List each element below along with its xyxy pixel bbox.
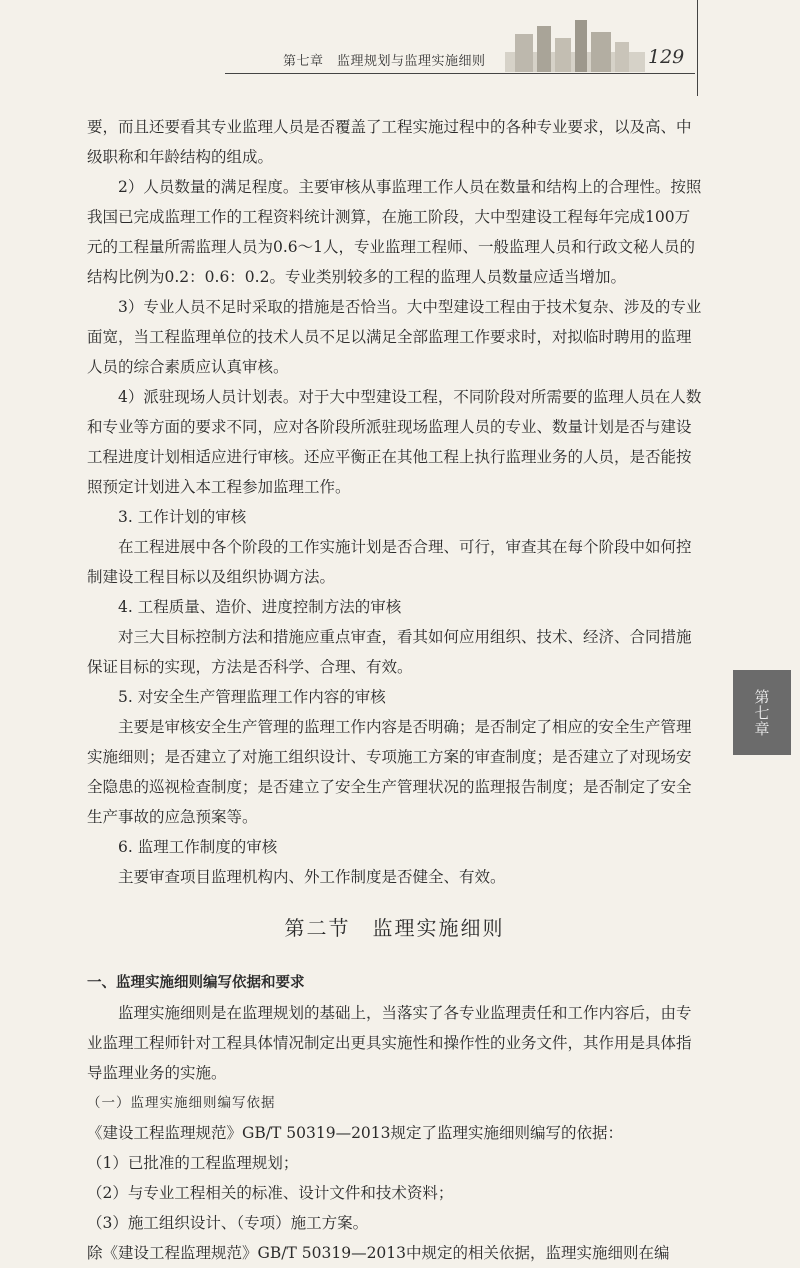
header-rule — [225, 73, 695, 74]
paragraph: 《建设工程监理规范》GB/T 50319—2013规定了监理实施细则编写的依据： — [87, 1124, 624, 1142]
heading-level-2: （一）监理实施细则编写依据 — [87, 1095, 276, 1111]
paragraph: 4）派驻现场人员计划表。对于大中型建设工程，不同阶段对所需要的监理人员在人数和专业等方面的要求不同，应对各阶段所派驻现场监理人员的专业、数量计划是否与建设工程进度计划相适应进行审核。还应平衡正在其他工程上执行监理业务的人员，是否能按照预定计划进入本工程参加监理工作。 — [87, 388, 702, 496]
running-chapter-title: 第七章 监理规划与监理实施细则 — [283, 54, 486, 69]
paragraph: 对三大目标控制方法和措施应重点审查，看其如何应用组织、技术、经济、合同措施保证目标的实现，方法是否科学、合理、有效。 — [87, 628, 692, 676]
heading-level-1: 一、监理实施细则编写依据和要求 — [87, 975, 305, 991]
page-header — [0, 0, 800, 100]
section-heading: 第二节 监理实施细则 — [284, 916, 505, 940]
paragraph: 除《建设工程监理规范》GB/T 50319—2013中规定的相关依据，监理实施细则在编 — [87, 1244, 670, 1262]
paragraph: 2）人员数量的满足程度。主要审核从事监理工作人员在数量和结构上的合理性。按照我国已完成监理工作的工程资料统计测算，在施工阶段，大中型建设工程每年完成100万元的工程量所需监理人员为0.6～1人，专业监理工程师、一般监理人员和行政文秘人员的结构比例为0.2：0.6：0.2。专业类别较多的工程的监理人员数量应适当增加。 — [87, 178, 702, 286]
paragraph: 要，而且还要看其专业监理人员是否覆盖了工程实施过程中的各种专业要求，以及高、中级职称和年龄结构的组成。 — [87, 118, 692, 166]
paragraph: 在工程进展中各个阶段的工作实施计划是否合理、可行，审查其在每个阶段中如何控制建设工程目标以及组织协调方法。 — [87, 538, 692, 586]
page-body — [87, 112, 702, 1268]
header-vertical-rule — [697, 0, 698, 96]
subheading: 4. 工程质量、造价、进度控制方法的审核 — [118, 598, 402, 616]
subheading: 5. 对安全生产管理监理工作内容的审核 — [118, 688, 386, 706]
paragraph: 主要是审核安全生产管理的监理工作内容是否明确；是否制定了相应的安全生产管理实施细则；是否建立了对施工组织设计、专项施工方案的审查制度；是否建立了对现场安全隐患的巡视检查制度；是否建立了安全生产管理状况的监理报告制度；是否制定了安全生产事故的应急预案等。 — [87, 718, 692, 826]
chapter-side-tab-label: 第七章 — [752, 688, 771, 737]
paragraph: 主要审查项目监理机构内、外工作制度是否健全、有效。 — [118, 868, 506, 886]
page-number: 129 — [648, 46, 685, 68]
paragraph: 3）专业人员不足时采取的措施是否恰当。大中型建设工程由于技术复杂、涉及的专业面宽，当工程监理单位的技术人员不足以满足全部监理工作要求时，对拟临时聘用的监理人员的综合素质应认真审核。 — [87, 298, 702, 376]
paragraph: 监理实施细则是在监理规划的基础上，当落实了各专业监理责任和工作内容后，由专业监理工程师针对工程具体情况制定出更具实施性和操作性的业务文件，其作用是具体指导监理业务的实施。 — [87, 1004, 692, 1082]
list-item: （3）施工组织设计、（专项）施工方案。 — [87, 1214, 369, 1232]
chapter-side-tab — [733, 670, 791, 755]
list-item: （1）已批准的工程监理规划； — [87, 1154, 299, 1172]
subheading: 6. 监理工作制度的审核 — [118, 838, 278, 856]
building-icon — [505, 12, 645, 72]
list-item: （2）与专业工程相关的标准、设计文件和技术资料； — [87, 1184, 454, 1202]
subheading: 3. 工作计划的审核 — [118, 508, 247, 526]
